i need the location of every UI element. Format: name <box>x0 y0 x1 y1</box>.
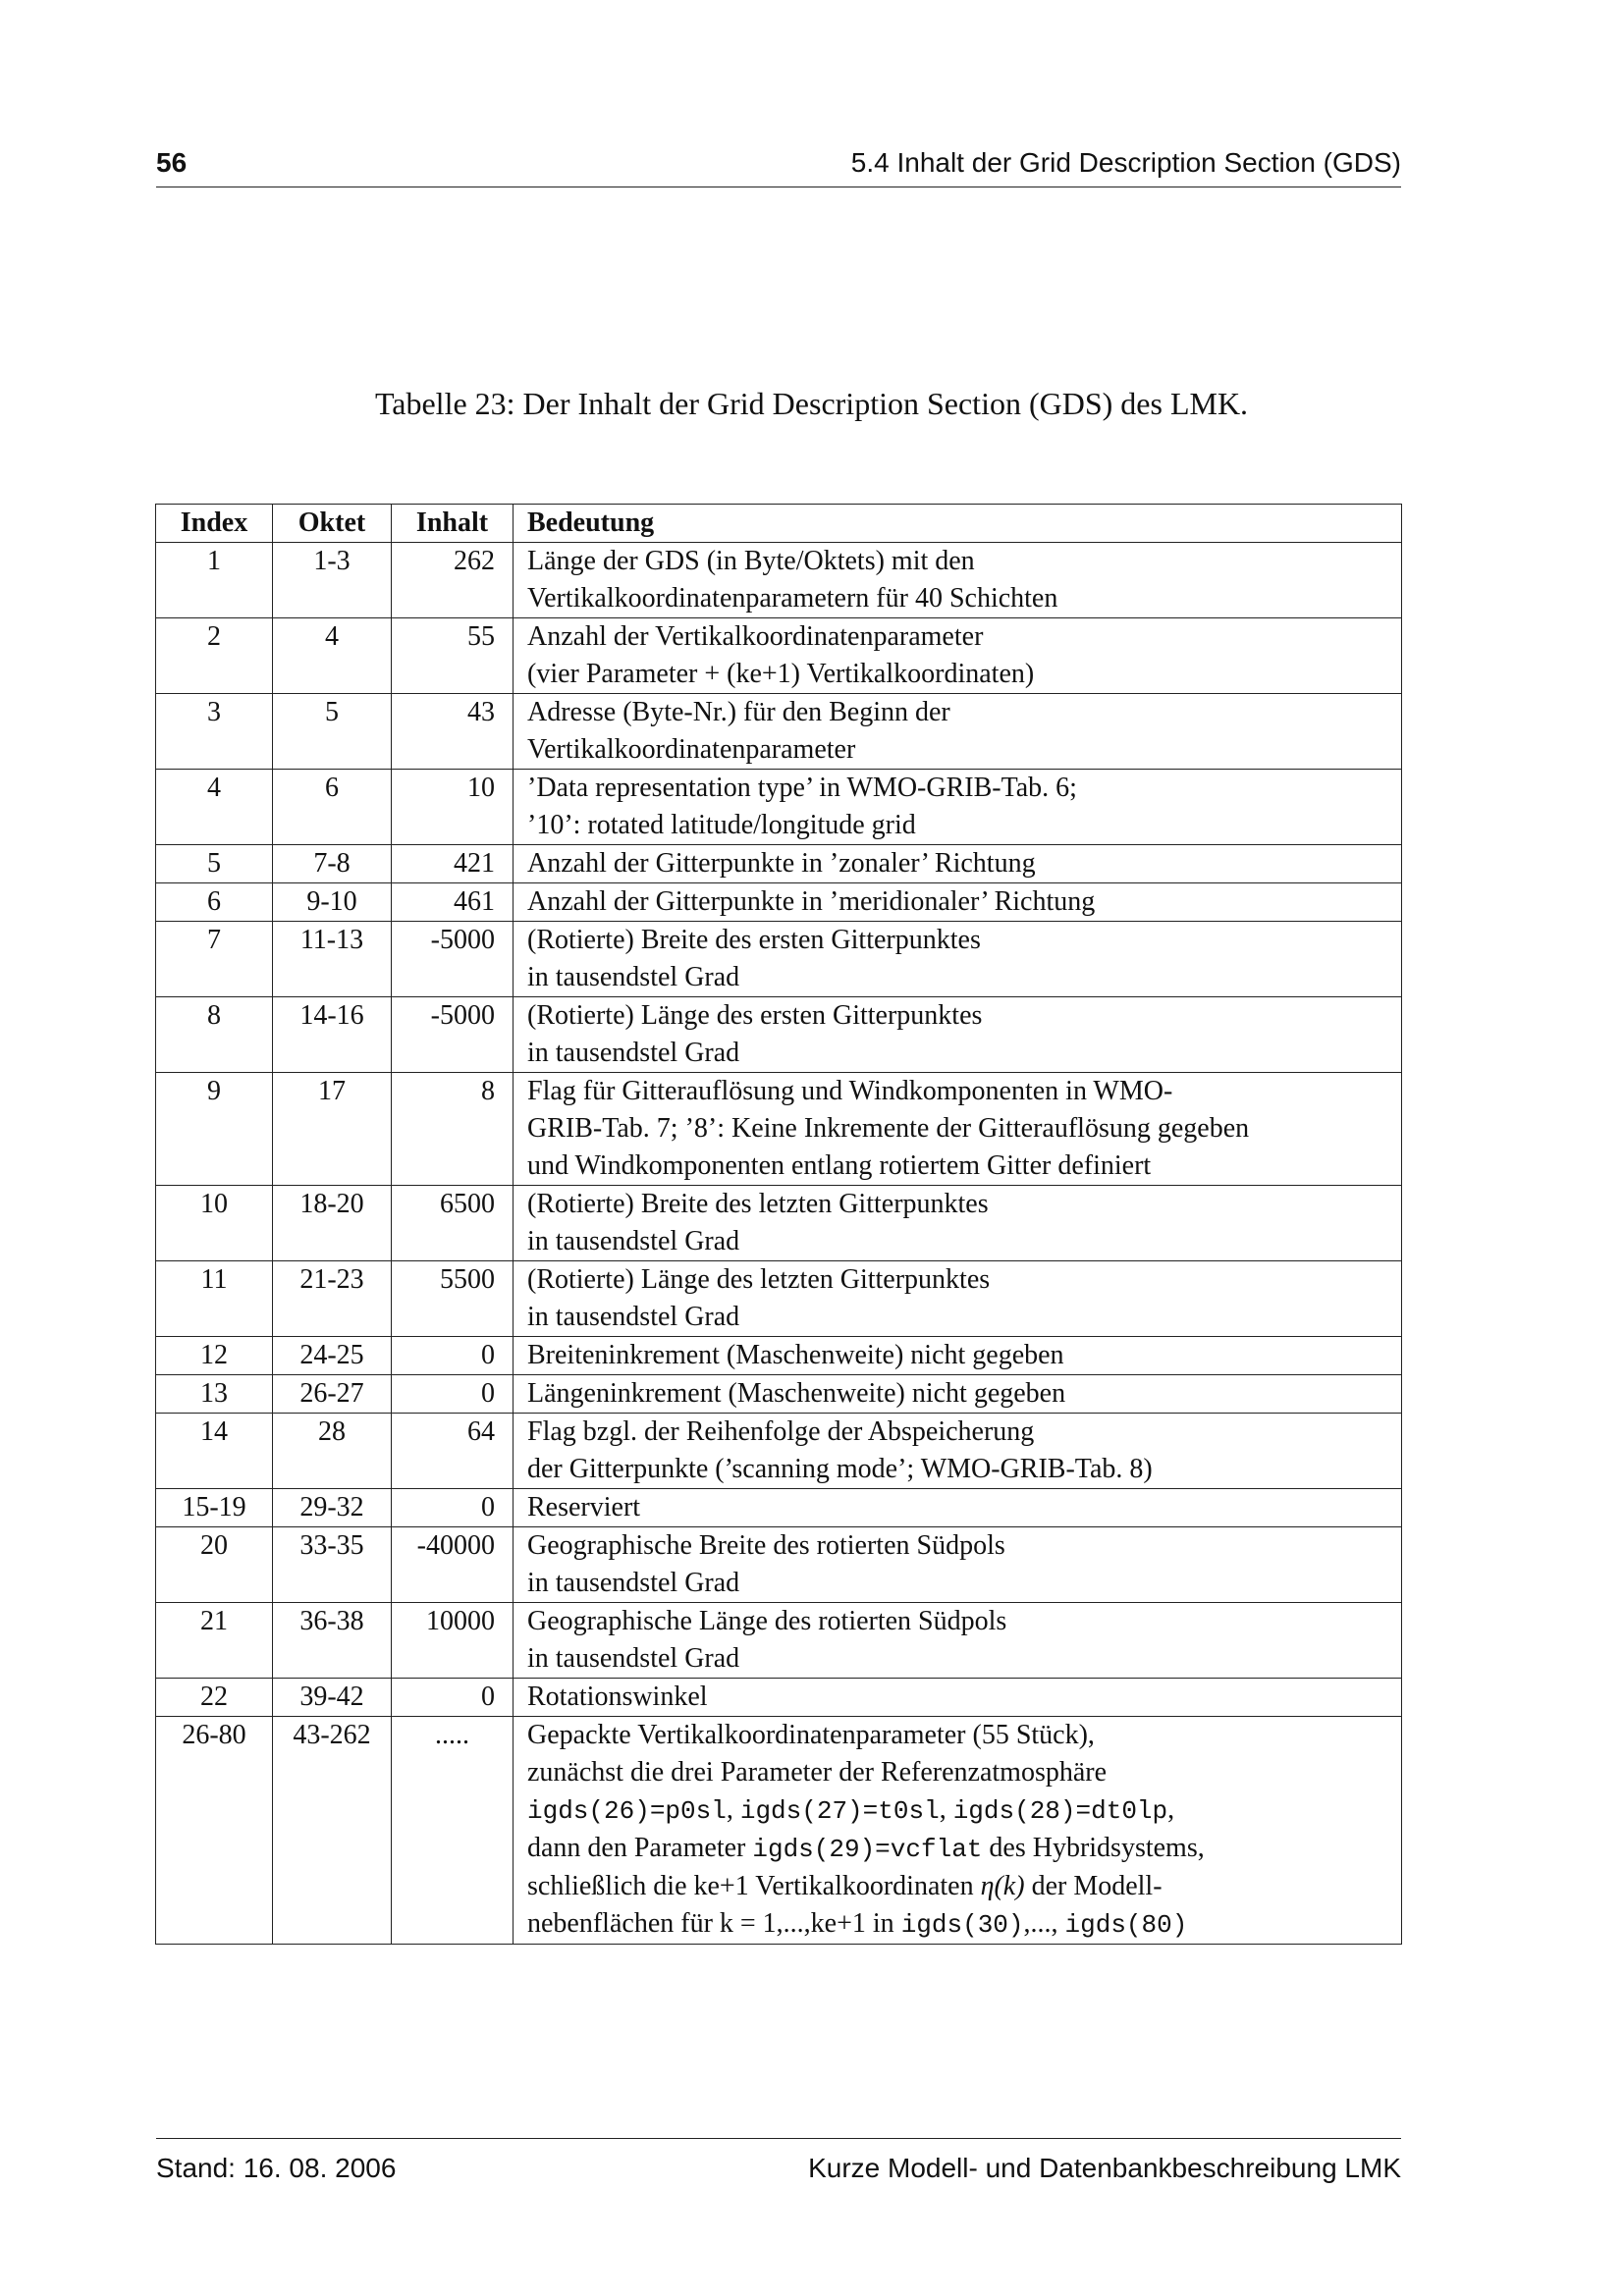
cell-index: 26-80 <box>156 1717 273 1945</box>
cell-meaning <box>514 1527 1402 1603</box>
table-row <box>156 997 1402 1073</box>
table-row <box>156 1073 1402 1186</box>
meaning-line: Anzahl der Gitterpunkte in ’zonaler’ Richtung <box>527 848 1036 879</box>
cell-octet: 7-8 <box>273 845 392 883</box>
table-row <box>156 845 1402 883</box>
meaning-line: Reserviert <box>527 1492 641 1522</box>
cell-octet: 17 <box>273 1073 392 1186</box>
meaning-line <box>527 1754 1393 1791</box>
meaning-line: Vertikalkoordinatenparametern für 40 Schichten <box>527 583 1058 614</box>
table-row <box>156 1414 1402 1489</box>
cell-content: 55 <box>392 618 514 694</box>
cell-octet: 26-27 <box>273 1375 392 1414</box>
text-fragment: Gepackte Vertikalkoordinatenparameter (55 Stück), <box>527 1720 1095 1750</box>
footer-date: Stand: 16. 08. 2006 <box>156 2153 397 2183</box>
table-row <box>156 1489 1402 1527</box>
cell-meaning <box>514 1489 1402 1527</box>
meaning-line <box>527 1791 1393 1830</box>
text-fragment: , <box>939 1794 953 1825</box>
cell-index: 12 <box>156 1337 273 1375</box>
cell-content: 10000 <box>392 1603 514 1679</box>
meaning-line: Flag bzgl. der Reihenfolge der Abspeicherung <box>527 1416 1035 1447</box>
table-body <box>156 543 1402 1945</box>
cell-meaning <box>514 618 1402 694</box>
cell-content: -40000 <box>392 1527 514 1603</box>
meaning-line: Längeninkrement (Maschenweite) nicht gegeben <box>527 1378 1066 1409</box>
meaning-line: Flag für Gitterauflösung und Windkomponenten in WMO- <box>527 1076 1173 1106</box>
cell-index: 15-19 <box>156 1489 273 1527</box>
meaning-line: Adresse (Byte-Nr.) für den Beginn der <box>527 697 950 727</box>
cell-meaning <box>514 883 1402 922</box>
meaning-line: in tausendstel Grad <box>527 962 740 992</box>
cell-meaning <box>514 1375 1402 1414</box>
meaning-line: (vier Parameter + (ke+1) Vertikalkoordinaten) <box>527 659 1035 689</box>
cell-content: 0 <box>392 1375 514 1414</box>
text-fragment: des Hybridsystems, <box>982 1833 1205 1863</box>
cell-index: 13 <box>156 1375 273 1414</box>
table-row <box>156 770 1402 845</box>
cell-content: 6500 <box>392 1186 514 1261</box>
cell-index: 4 <box>156 770 273 845</box>
cell-index: 2 <box>156 618 273 694</box>
meaning-line: (Rotierte) Länge des ersten Gitterpunktes <box>527 1000 983 1031</box>
cell-octet: 36-38 <box>273 1603 392 1679</box>
cell-content: 5500 <box>392 1261 514 1337</box>
cell-meaning <box>514 1186 1402 1261</box>
cell-content: 64 <box>392 1414 514 1489</box>
text-fragment: der Modell- <box>1024 1871 1163 1901</box>
meaning-line <box>527 1830 1393 1868</box>
cell-octet: 18-20 <box>273 1186 392 1261</box>
table-row <box>156 694 1402 770</box>
cell-meaning <box>514 543 1402 618</box>
meaning-line: der Gitterpunkte (’scanning mode’; WMO-GRIB-Tab. 8) <box>527 1454 1153 1484</box>
meaning-line <box>527 1905 1393 1944</box>
cell-content: ..... <box>392 1717 514 1945</box>
cell-content: 262 <box>392 543 514 618</box>
gds-table <box>155 504 1402 1945</box>
code-fragment: igds(27)=t0sl <box>739 1796 940 1826</box>
cell-content: 10 <box>392 770 514 845</box>
text-fragment: , <box>1167 1794 1175 1825</box>
cell-octet: 9-10 <box>273 883 392 922</box>
meaning-line: ’Data representation type’ in WMO-GRIB-Tab. 6; <box>527 773 1077 803</box>
cell-meaning <box>514 1073 1402 1186</box>
cell-content: -5000 <box>392 997 514 1073</box>
cell-content: -5000 <box>392 922 514 997</box>
cell-meaning <box>514 1261 1402 1337</box>
cell-index: 8 <box>156 997 273 1073</box>
cell-meaning <box>514 997 1402 1073</box>
meaning-line: Anzahl der Gitterpunkte in ’meridionaler’ Richtung <box>527 886 1096 917</box>
meaning-line: Breiteninkrement (Maschenweite) nicht gegeben <box>527 1340 1064 1370</box>
table-row <box>156 1603 1402 1679</box>
meaning-line: in tausendstel Grad <box>527 1643 740 1674</box>
cell-index: 21 <box>156 1603 273 1679</box>
page-number: 56 <box>156 147 188 178</box>
meaning-line: Rotationswinkel <box>527 1682 708 1712</box>
cell-octet: 28 <box>273 1414 392 1489</box>
meaning-line: in tausendstel Grad <box>527 1226 740 1256</box>
cell-meaning <box>514 845 1402 883</box>
code-fragment: igds(28)=dt0lp <box>952 1796 1168 1826</box>
meaning-line <box>527 1717 1393 1754</box>
cell-octet: 29-32 <box>273 1489 392 1527</box>
cell-content: 421 <box>392 845 514 883</box>
cell-index: 1 <box>156 543 273 618</box>
footer-rule <box>156 2138 1401 2139</box>
cell-octet: 21-23 <box>273 1261 392 1337</box>
cell-content: 461 <box>392 883 514 922</box>
cell-content: 0 <box>392 1337 514 1375</box>
cell-index: 22 <box>156 1679 273 1717</box>
meaning-line: (Rotierte) Breite des letzten Gitterpunktes <box>527 1189 989 1219</box>
cell-content: 8 <box>392 1073 514 1186</box>
text-fragment: ,..., <box>1023 1908 1065 1939</box>
meaning-line: ’10’: rotated latitude/longitude grid <box>527 810 916 840</box>
cell-index: 11 <box>156 1261 273 1337</box>
cell-index: 6 <box>156 883 273 922</box>
cell-content: 43 <box>392 694 514 770</box>
header-index: Index <box>156 505 273 543</box>
footer-title: Kurze Modell- und Datenbankbeschreibung LMK <box>808 2153 1401 2183</box>
cell-octet: 4 <box>273 618 392 694</box>
meaning-line: in tausendstel Grad <box>527 1302 740 1332</box>
cell-index: 20 <box>156 1527 273 1603</box>
table-row <box>156 1186 1402 1261</box>
cell-meaning <box>514 1717 1402 1945</box>
cell-octet: 33-35 <box>273 1527 392 1603</box>
cell-index: 7 <box>156 922 273 997</box>
table-row <box>156 922 1402 997</box>
cell-index: 10 <box>156 1186 273 1261</box>
cell-content: 0 <box>392 1489 514 1527</box>
meaning-line: Vertikalkoordinatenparameter <box>527 734 856 765</box>
meaning-line: (Rotierte) Länge des letzten Gitterpunktes <box>527 1264 991 1295</box>
math-symbol: η(k) <box>980 1871 1025 1901</box>
cell-octet: 1-3 <box>273 543 392 618</box>
table-row <box>156 1679 1402 1717</box>
table-row <box>156 618 1402 694</box>
cell-index: 14 <box>156 1414 273 1489</box>
meaning-line: GRIB-Tab. 7; ’8’: Keine Inkremente der Gitterauflösung gegeben <box>527 1113 1250 1144</box>
table-caption: Tabelle 23: Der Inhalt der Grid Description Section (GDS) des LMK. <box>374 386 1249 421</box>
cell-meaning <box>514 1679 1402 1717</box>
text-fragment: dann den Parameter <box>527 1833 753 1863</box>
cell-index: 5 <box>156 845 273 883</box>
meaning-line: Geographische Breite des rotierten Südpols <box>527 1530 1005 1561</box>
meaning-line: und Windkomponenten entlang rotiertem Gitter definiert <box>527 1150 1152 1181</box>
text-fragment: schließlich die ke+1 Vertikalkoordinaten <box>527 1871 981 1901</box>
cell-meaning <box>514 1603 1402 1679</box>
cell-octet: 14-16 <box>273 997 392 1073</box>
cell-meaning <box>514 694 1402 770</box>
table-row <box>156 1261 1402 1337</box>
cell-octet: 5 <box>273 694 392 770</box>
cell-octet: 11-13 <box>273 922 392 997</box>
meaning-line: (Rotierte) Breite des ersten Gitterpunktes <box>527 925 981 955</box>
header-content: Inhalt <box>392 505 514 543</box>
meaning-line: in tausendstel Grad <box>527 1568 740 1598</box>
section-title: 5.4 Inhalt der Grid Description Section (GDS) <box>850 147 1401 178</box>
text-fragment: zunächst die drei Parameter der Referenzatmosphäre <box>527 1757 1108 1788</box>
table-row <box>156 1337 1402 1375</box>
meaning-line: Geographische Länge des rotierten Südpols <box>527 1606 1007 1636</box>
table-header-row <box>156 505 1402 543</box>
meaning-line <box>527 1868 1393 1905</box>
table-row <box>156 1527 1402 1603</box>
cell-octet: 6 <box>273 770 392 845</box>
text-fragment: nebenflächen für k = 1,...,ke+1 in <box>527 1908 901 1939</box>
cell-content: 0 <box>392 1679 514 1717</box>
cell-octet: 24-25 <box>273 1337 392 1375</box>
cell-meaning <box>514 770 1402 845</box>
header-meaning: Bedeutung <box>514 505 1402 543</box>
code-fragment: igds(26)=p0sl <box>527 1796 727 1826</box>
cell-octet: 39-42 <box>273 1679 392 1717</box>
header-octet: Oktet <box>273 505 392 543</box>
text-fragment: , <box>726 1794 740 1825</box>
table-row <box>156 1717 1402 1945</box>
cell-index: 3 <box>156 694 273 770</box>
cell-meaning <box>514 1337 1402 1375</box>
meaning-line: Anzahl der Vertikalkoordinatenparameter <box>527 621 984 652</box>
meaning-line: in tausendstel Grad <box>527 1038 740 1068</box>
table-row <box>156 543 1402 618</box>
code-fragment: igds(30) <box>900 1910 1024 1940</box>
meaning-line: Länge der GDS (in Byte/Oktets) mit den <box>527 546 975 576</box>
table-row <box>156 883 1402 922</box>
table-row <box>156 1375 1402 1414</box>
cell-index: 9 <box>156 1073 273 1186</box>
code-fragment: igds(29)=vcflat <box>752 1835 983 1864</box>
cell-octet: 43-262 <box>273 1717 392 1945</box>
cell-meaning <box>514 1414 1402 1489</box>
code-fragment: igds(80) <box>1064 1910 1188 1940</box>
cell-meaning <box>514 922 1402 997</box>
